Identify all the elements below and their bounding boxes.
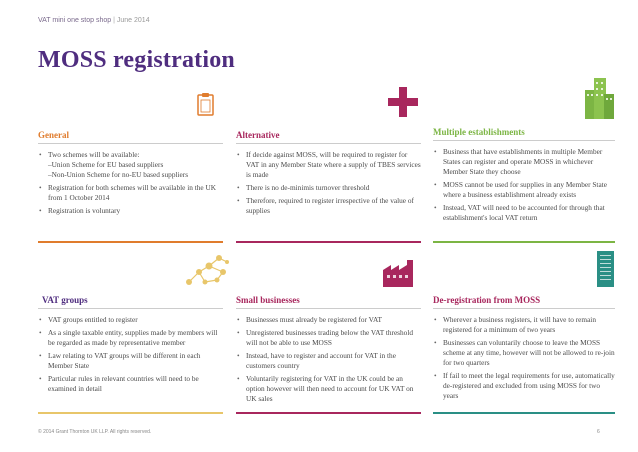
- panel-general: [38, 130, 223, 219]
- buildings-icon: [582, 74, 616, 119]
- list-item: • Therefore, required to register irrespective of the value of supplies: [246, 196, 421, 216]
- factory-icon: [383, 260, 419, 287]
- header-date: June 2014: [116, 17, 150, 24]
- panel-alternative-list: [236, 150, 421, 216]
- footer-copyright: © 2014 Grant Thornton UK LLP. All rights reserved.: [38, 429, 152, 435]
- list-item: • Registration is voluntary: [48, 206, 223, 216]
- plus-icon: [388, 87, 418, 117]
- panel-dereg-rule: [433, 412, 615, 414]
- sub-item: –Union Scheme for EU based suppliers: [48, 160, 164, 169]
- network-icon: [183, 252, 231, 288]
- document-icon: [597, 251, 614, 287]
- panel-multiple: [433, 127, 615, 226]
- list-item: • MOSS cannot be used for supplies in any Member State where a business establishment already exists: [443, 180, 615, 200]
- panel-vatgroups: [38, 295, 223, 397]
- panel-alternative: [236, 130, 421, 219]
- list-item-text: Two schemes will be available:: [48, 150, 140, 159]
- panel-multiple-list: [433, 147, 615, 223]
- panel-general-rule: [38, 241, 223, 243]
- list-item: • VAT groups entitled to register: [48, 315, 223, 325]
- list-item: • Law relating to VAT groups will be different in each Member State: [48, 351, 223, 371]
- list-item: • Registration for both schemes will be available in the UK from 1 October 2014: [48, 183, 223, 203]
- list-item: • Business that have establishments in multiple Member States can register and operate MOSS in whichever Member State they choose: [443, 147, 615, 177]
- page-number: 6: [597, 429, 600, 435]
- panel-vatgroups-rule: [38, 412, 223, 414]
- list-item: • There is no de-minimis turnover threshold: [246, 183, 421, 193]
- clipboard-icon: [197, 92, 214, 116]
- panel-small-title: Small businesses: [236, 295, 421, 309]
- list-item: • Businesses must already be registered for VAT: [246, 315, 421, 325]
- list-item: [48, 150, 223, 180]
- list-item: • Businesses can voluntarily choose to leave the MOSS scheme at any time, however will not be allowed to re-join for two quarters: [443, 338, 615, 368]
- list-item: • If decide against MOSS, will be required to register for VAT in any Member State where a supply of TBES services is made: [246, 150, 421, 180]
- panel-general-list: [38, 150, 223, 216]
- list-item: • Particular rules in relevant countries will need to be examined in detail: [48, 374, 223, 394]
- panel-dereg: [433, 295, 615, 404]
- list-item: • Instead, VAT will need to be accounted for through that establishment's local VAT return: [443, 203, 615, 223]
- panel-vatgroups-list: [38, 315, 223, 394]
- panel-alternative-title: Alternative: [236, 130, 421, 144]
- panel-dereg-list: [433, 315, 615, 401]
- header: [38, 17, 150, 24]
- list-item: • Unregistered businesses trading below the VAT threshold will not be able to use MOSS: [246, 328, 421, 348]
- list-item: • Voluntarily registering for VAT in the UK could be an option however will then need to account for UK VAT on UK sales: [246, 374, 421, 404]
- header-separator: |: [113, 17, 115, 24]
- panel-general-title: General: [38, 130, 223, 144]
- panel-multiple-rule: [433, 241, 615, 243]
- list-item: • Wherever a business registers, it will have to remain registered for a minimum of two years: [443, 315, 615, 335]
- list-item: • Instead, have to register and account for VAT in the customers country: [246, 351, 421, 371]
- list-item: • If fail to meet the legal requirements for use, automatically de-registered and excluded from using MOSS for two years: [443, 371, 615, 401]
- panel-vatgroups-title: VAT groups: [38, 295, 223, 309]
- list-item: • As a single taxable entity, supplies made by members will be regarded as made by representative member: [48, 328, 223, 348]
- panel-multiple-title: Multiple establishments: [433, 127, 615, 141]
- header-doc-title: VAT mini one stop shop: [38, 17, 112, 24]
- panel-small: [236, 295, 421, 407]
- panel-small-rule: [236, 412, 421, 414]
- sub-item: –Non-Union Scheme for no-EU based suppliers: [48, 170, 189, 179]
- panel-small-list: [236, 315, 421, 404]
- panel-dereg-title: De-registration from MOSS: [433, 295, 615, 309]
- panel-alternative-rule: [236, 241, 421, 243]
- page-title: MOSS registration: [38, 47, 235, 73]
